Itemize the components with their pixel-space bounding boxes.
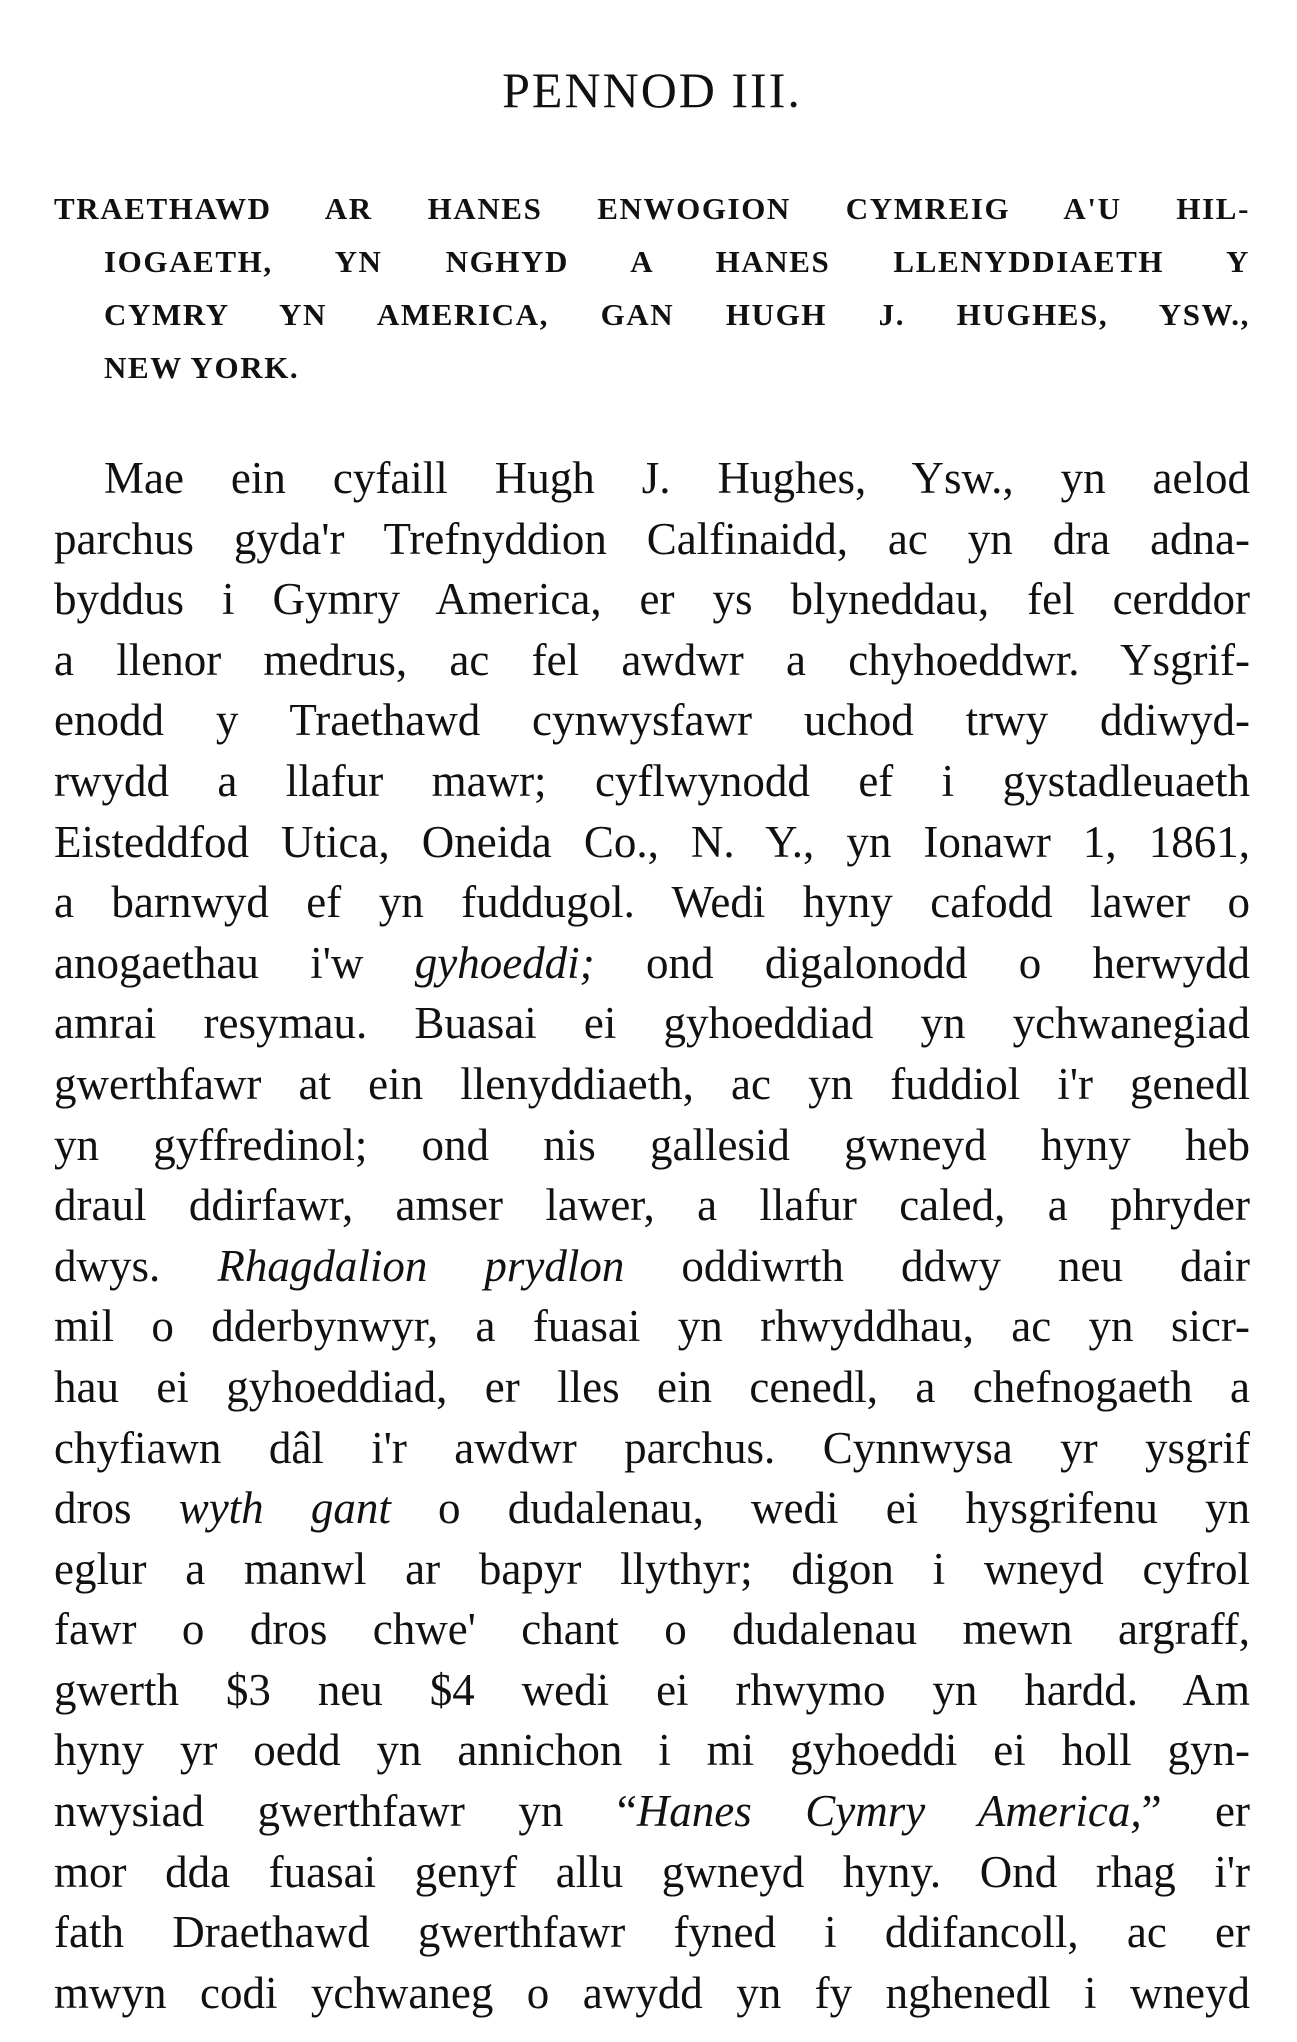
body-line — [54, 993, 1250, 1054]
heading-line: NEW YORK. — [104, 350, 300, 385]
body-line — [54, 812, 1250, 873]
text-run: Mae ein cyfaill Hugh J. Hughes, Ysw., yn aelod — [104, 453, 1250, 503]
text-run: hyny yr oedd yn annichon i mi gyhoeddi ei holl gyn- — [54, 1725, 1250, 1776]
text-run: draul ddirfawr, amser lawer, a llafur caled, a phryder — [54, 1180, 1250, 1231]
body-line — [54, 1236, 1250, 1297]
text-run: nwysiad gwerthfawr yn “ — [54, 1786, 637, 1837]
text-run: amrai resymau. Buasai ei gyhoeddiad yn ychwanegiad — [54, 998, 1250, 1049]
text-run: eglur a manwl ar bapyr llythyr; digon i wneyd cyfrol — [54, 1543, 1250, 1594]
body-line — [54, 1660, 1250, 1721]
body-line — [54, 1478, 1250, 1539]
heading-line: CYMRY YN AMERICA, GAN HUGH J. HUGHES, YSW., — [104, 297, 1250, 332]
body-line — [54, 872, 1250, 933]
text-run: anogaethau i'w — [54, 937, 415, 988]
text-run: ” er — [1141, 1786, 1251, 1837]
body-line — [54, 751, 1250, 812]
text-run: rwydd a llafur mawr; cyflwynodd ef i gystadleuaeth — [54, 755, 1250, 806]
text-run: dwys. — [54, 1240, 218, 1291]
body-line — [54, 569, 1250, 630]
body-line — [54, 1418, 1250, 1479]
text-run: ond digalonodd o herwydd — [594, 937, 1250, 988]
italic-text: gyhoeddi; — [414, 937, 595, 988]
text-run: byddus i Gymry America, er ys blyneddau, fel cerddor — [54, 574, 1250, 625]
chapter-title: PENNOD III. — [502, 62, 802, 118]
heading-line: TRAETHAWD AR HANES ENWOGION CYMREIG A'U HIL- — [54, 191, 1250, 226]
text-run: mil o dderbynwyr, a fuasai yn rhwyddhau, ac yn sicr- — [54, 1301, 1250, 1352]
text-run: oddiwrth ddwy neu dair — [624, 1240, 1251, 1291]
text-run: yn gyffredinol; ond nis gallesid gwneyd hyny heb — [54, 1119, 1250, 1170]
text-run: dros — [54, 1483, 179, 1534]
body-line — [54, 1054, 1250, 1115]
body-line — [54, 1357, 1250, 1418]
italic-text: Rhagdalion prydlon — [217, 1240, 625, 1291]
text-run: a llenor medrus, ac fel awdwr a chyhoeddwr. Ysgrif- — [54, 634, 1250, 685]
body-line — [54, 1115, 1250, 1176]
text-run: mor dda fuasai genyf allu gwneyd hyny. Ond rhag i'r — [54, 1846, 1250, 1897]
text-run: chyfiawn dâl i'r awdwr parchus. Cynnwysa yr ysgrif — [54, 1422, 1250, 1473]
body-line — [54, 509, 1250, 570]
section-heading — [54, 182, 1250, 394]
body-line — [54, 630, 1250, 691]
text-run: parchus gyda'r Trefnyddion Calfinaidd, ac yn dra adna- — [54, 513, 1250, 564]
text-run: hau ei gyhoeddiad, er lles ein cenedl, a chefnogaeth a — [54, 1361, 1250, 1412]
body-line — [54, 1599, 1250, 1660]
body-line — [54, 1781, 1250, 1842]
page — [54, 40, 1250, 2023]
text-run: fawr o dros chwe' chant o dudalenau mewn argraff, — [54, 1604, 1250, 1655]
text-run: enodd y Traethawd cynwysfawr uchod trwy ddiwyd- — [54, 695, 1250, 746]
text-run: Eisteddfod Utica, Oneida Co., N. Y., yn Ionawr 1, 1861, — [54, 816, 1250, 867]
text-run: a barnwyd ef yn fuddugol. Wedi hyny cafodd lawer o — [54, 877, 1250, 928]
text-run: fath Draethawd gwerthfawr fyned i ddifancoll, ac er — [54, 1907, 1250, 1958]
italic-text: Hanes Cymry America, — [636, 1786, 1142, 1837]
body-line — [54, 1902, 1250, 1963]
body-line — [54, 1842, 1250, 1903]
text-run: gwerth $3 neu $4 wedi ei rhwymo yn hardd. Am — [54, 1664, 1250, 1715]
body-line — [54, 690, 1250, 751]
text-run: mwyn codi ychwaneg o awydd yn fy nghenedl i wneyd — [54, 1967, 1250, 2018]
body-line — [54, 1296, 1250, 1357]
body-line — [54, 448, 1250, 509]
body-line — [54, 933, 1250, 994]
body-line — [54, 1539, 1250, 1600]
text-run: o dudalenau, wedi ei hysgrifenu yn — [390, 1483, 1250, 1534]
text-run: gwerthfawr at ein llenyddiaeth, ac yn fuddiol i'r genedl — [54, 1058, 1250, 1109]
heading-line: IOGAETH, YN NGHYD A HANES LLENYDDIAETH Y — [104, 244, 1250, 279]
body-line — [54, 1963, 1250, 2024]
italic-text: wyth gant — [178, 1483, 391, 1534]
body-paragraph — [54, 448, 1250, 2023]
body-line — [54, 1720, 1250, 1781]
body-line — [54, 1175, 1250, 1236]
